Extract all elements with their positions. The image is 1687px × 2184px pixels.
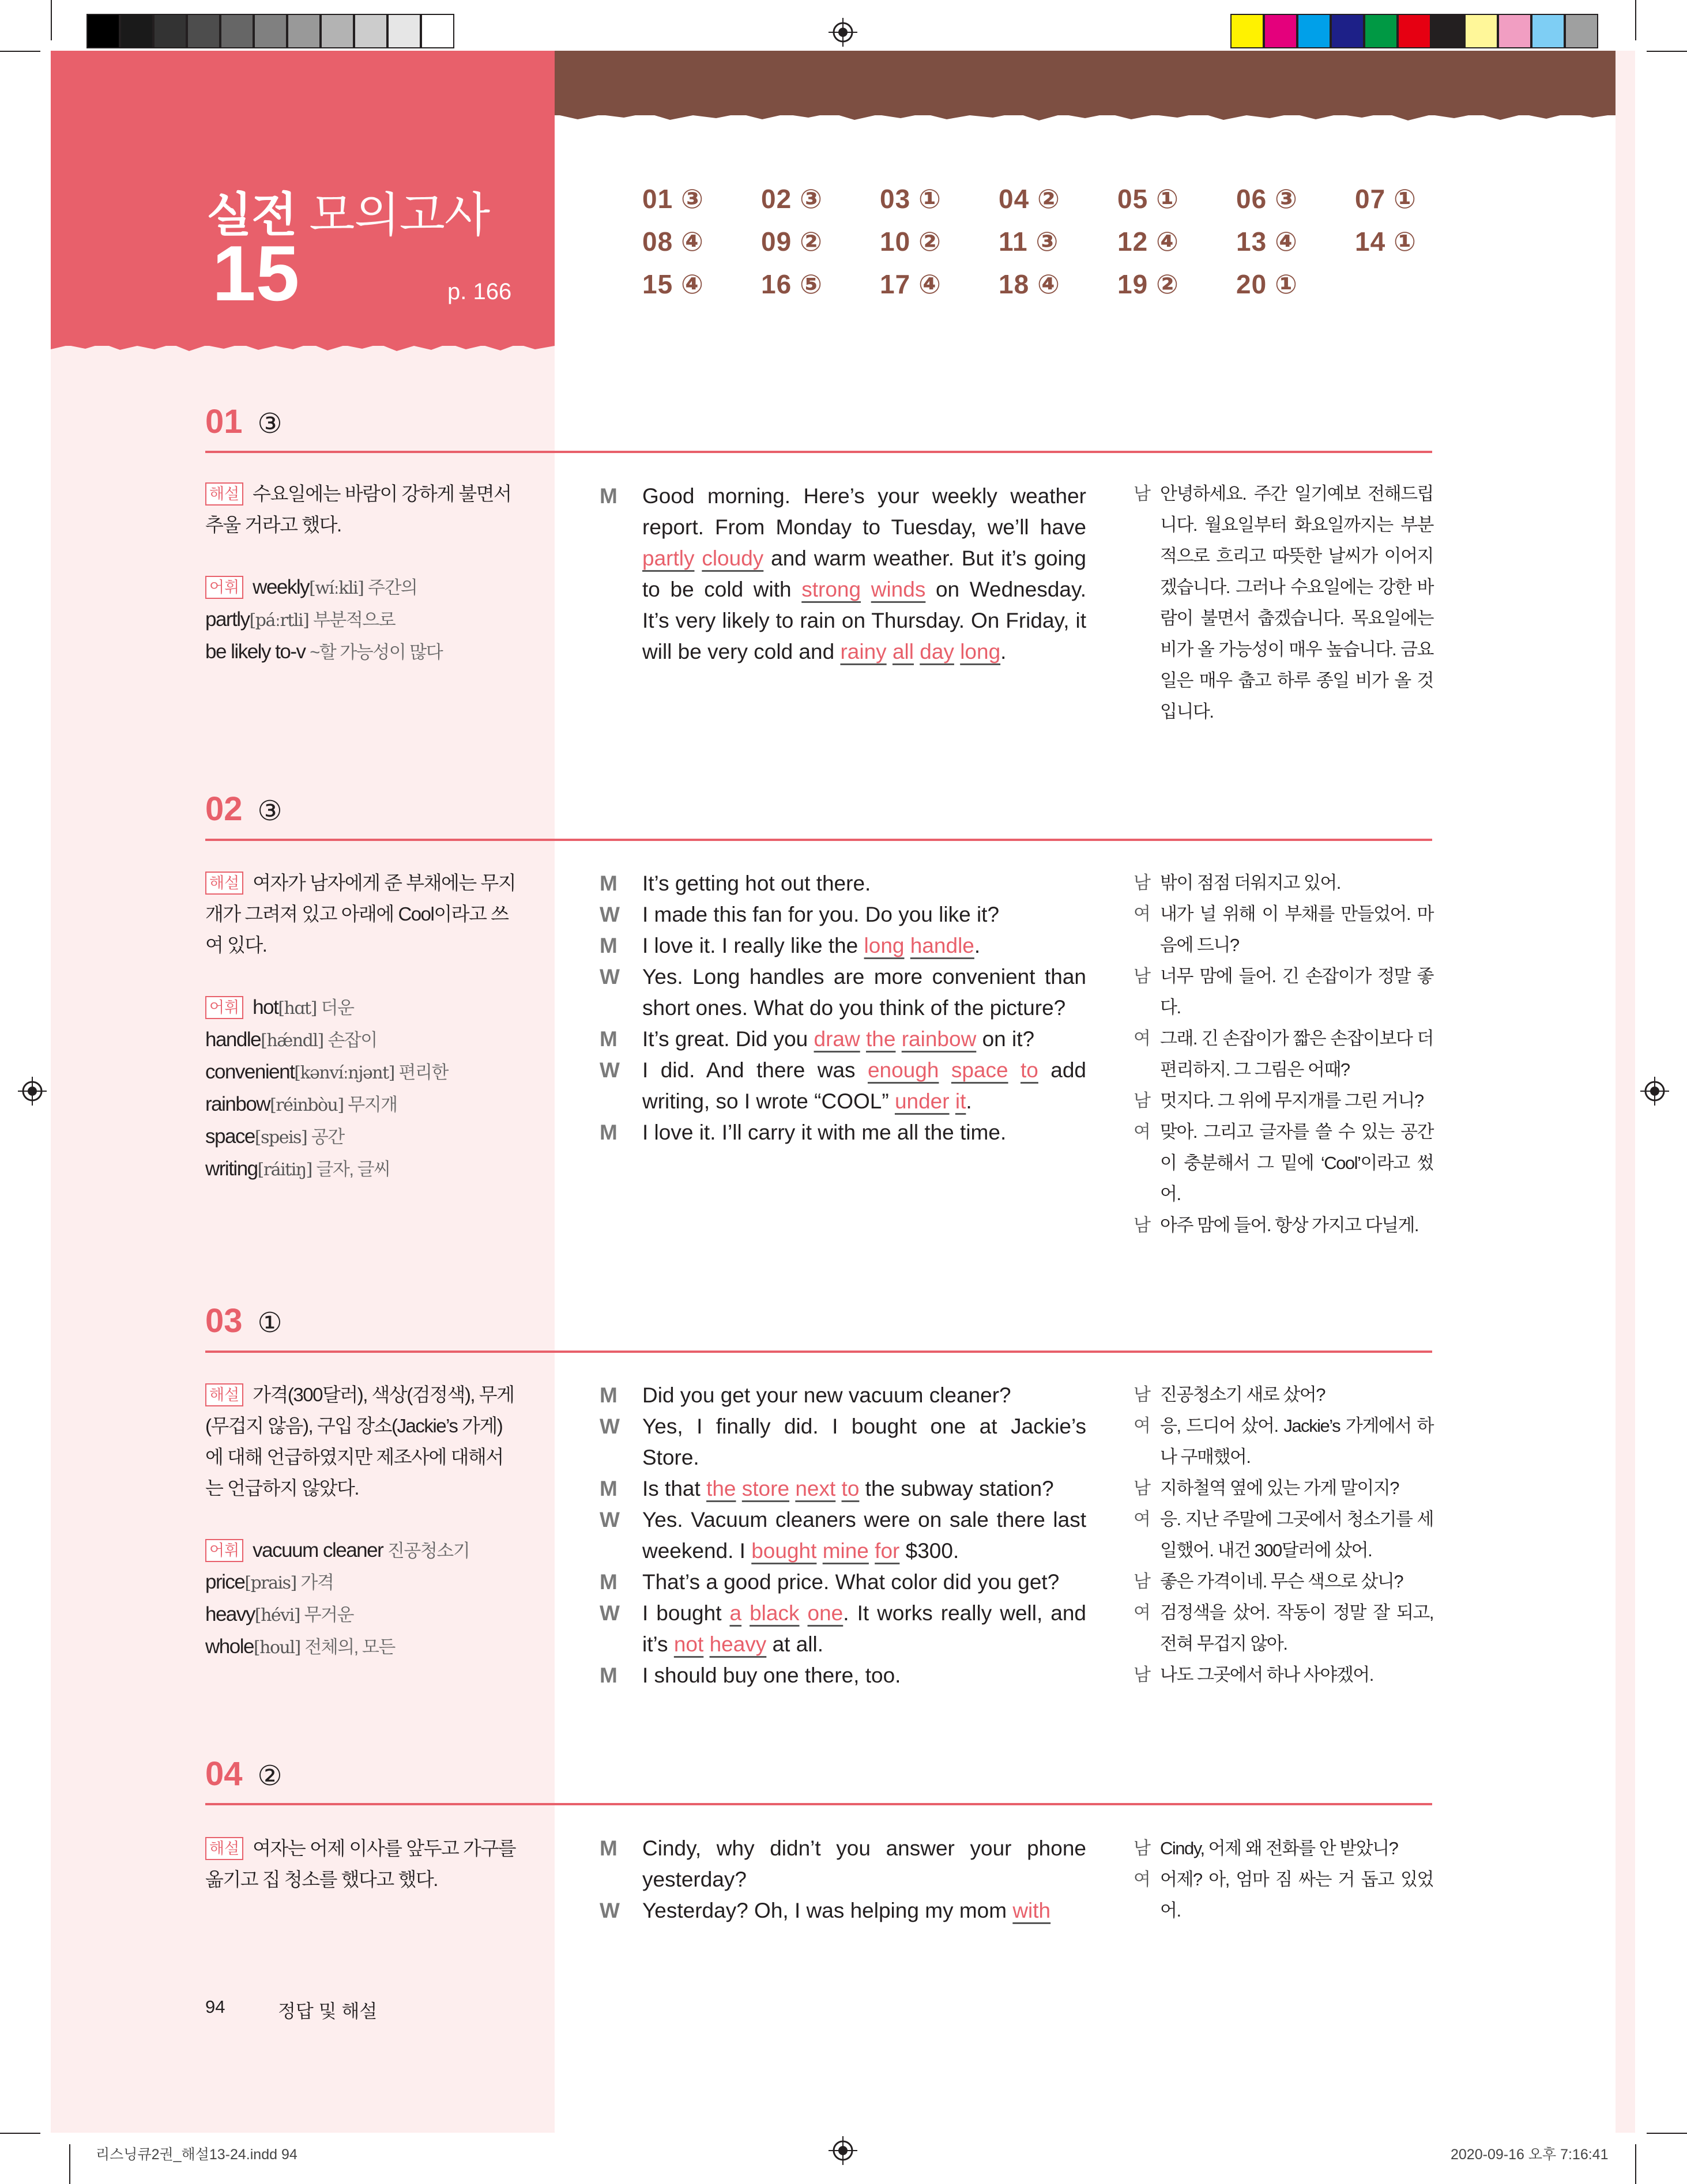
answer-item: 07 ① xyxy=(1355,184,1417,214)
answer-blank: all xyxy=(892,640,914,663)
translation-line: 남 멋지다. 그 위에 무지개를 그린 거니? xyxy=(1134,1091,1424,1111)
answer-blank: for xyxy=(875,1539,900,1563)
answer-item: 02 ③ xyxy=(761,184,823,214)
question-heading-01 xyxy=(205,402,283,441)
answer-blank: to xyxy=(841,1477,860,1500)
answer-item: 16 ⑤ xyxy=(761,269,823,299)
translation-line: 여 내가 널 위해 이 부채를 만들었어. 마음에 드니? xyxy=(1134,904,1433,955)
translation-line: 여 응, 드디어 샀어. Jackie’s 가게에서 하나 구매했어. xyxy=(1134,1416,1433,1467)
dialogue-korean xyxy=(1134,867,1433,1241)
vocab-item: 어휘 hot[hɑt] 더운 xyxy=(205,992,517,1024)
explanation-block xyxy=(205,1833,517,1895)
question-number: 04 xyxy=(205,1755,243,1793)
dialogue-line: W Yesterday? Oh, I was helping my mom with xyxy=(600,1899,1051,1922)
dialogue-line: M That’s a good price. What color did you get? xyxy=(600,1570,1060,1594)
dialogue-line: M It’s great. Did you draw the rainbow on it? xyxy=(600,1027,1035,1051)
answer-blank: the xyxy=(866,1027,896,1051)
translation-line: 남 안녕하세요. 주간 일기예보 전해드립니다. 월요일부터 화요일까지는 부분적으로 흐리고 따뜻한 날씨가 이어지겠습니다. 그러나 수요일에는 강한 바람이 불면서 춥겠습니다. 목요일에는 비가 올 가능성이 매우 높습니다. 금요일은 매우 춥고 하루 종일 비가 올 것입니다. xyxy=(1134,484,1433,722)
vocab-item: be likely to-v ~할 가능성이 많다 xyxy=(205,640,443,663)
explanation-block xyxy=(205,478,517,668)
print-file-info: 리스닝큐2권_해설13-24.indd 94 xyxy=(96,2147,298,2163)
crop-mark xyxy=(1635,2144,1636,2184)
title-light: 모의고사 xyxy=(309,189,490,242)
color-swatch xyxy=(1431,14,1464,48)
answer-mark: ① xyxy=(257,1308,283,1338)
section-divider xyxy=(205,451,1432,453)
translation-line: 여 응. 지난 주말에 그곳에서 청소기를 세일했어. 내건 300달러에 샀어. xyxy=(1134,1509,1433,1560)
answer-blank: to xyxy=(1021,1058,1038,1082)
color-swatch xyxy=(1297,14,1331,48)
page-number: 94 xyxy=(205,1997,225,2017)
crop-mark xyxy=(69,2144,70,2184)
answer-blank: long xyxy=(864,934,905,957)
answer-item: 04 ② xyxy=(999,184,1060,214)
answer-blank: one xyxy=(807,1601,843,1625)
dialogue-korean xyxy=(1134,1379,1433,1691)
dialogue-english xyxy=(600,481,1086,667)
answer-blank: cloudy xyxy=(702,546,764,570)
translation-line: 남 좋은 가격이네. 무슨 색으로 샀니? xyxy=(1134,1571,1403,1591)
answer-blank: under xyxy=(894,1089,950,1113)
answer-blank: enough xyxy=(867,1058,939,1082)
answer-blank: space xyxy=(951,1058,1008,1082)
gray-swatch xyxy=(421,14,454,48)
answer-blank: partly xyxy=(642,546,695,570)
vocab-item: whole[houl] 전체의, 모든 xyxy=(205,1635,395,1658)
answer-item: 03 ① xyxy=(880,184,942,214)
vocab-item: price[prais] 가격 xyxy=(205,1571,334,1593)
vocab-item: 어휘 weekly[wíːkli] 주간의 xyxy=(205,572,517,604)
answer-blank: a xyxy=(729,1601,742,1625)
explanation-tag: 해설 xyxy=(205,482,243,506)
answer-item: 01 ③ xyxy=(642,184,704,214)
answer-item: 08 ④ xyxy=(642,227,704,257)
answer-blank: day xyxy=(920,640,954,663)
dialogue-english xyxy=(600,868,1086,1148)
color-swatch xyxy=(1498,14,1531,48)
explanation-text: 해설 여자는 어제 이사를 앞두고 가구를 옮기고 집 청소를 했다고 했다. xyxy=(205,1838,516,1890)
color-swatch xyxy=(1230,14,1264,48)
dialogue-line: W Yes. Vacuum cleaners were on sale there last weekend. I bought mine for $300. xyxy=(600,1508,1086,1563)
speaker-label: M xyxy=(600,484,617,508)
crop-mark xyxy=(1635,0,1636,40)
answer-item: 12 ④ xyxy=(1117,227,1179,257)
print-date-info: 2020-09-16 오후 7:16:41 xyxy=(1451,2147,1609,2163)
page-reference: p. 166 xyxy=(447,279,512,304)
explanation-text: 해설 수요일에는 바람이 강하게 불면서 추울 거라고 했다. xyxy=(205,483,511,535)
color-swatch xyxy=(1264,14,1297,48)
answer-blank: bought xyxy=(751,1539,817,1563)
answer-blank: next xyxy=(795,1477,836,1500)
answer-item: 06 ③ xyxy=(1236,184,1298,214)
answer-blank: it xyxy=(955,1089,966,1113)
registration-mark-icon xyxy=(18,1077,47,1106)
answer-item: 10 ② xyxy=(880,227,942,257)
color-swatch xyxy=(1565,14,1598,48)
question-number: 01 xyxy=(205,403,243,440)
gray-swatch xyxy=(86,14,120,48)
answer-item: 19 ② xyxy=(1117,269,1179,299)
gray-swatch xyxy=(321,14,354,48)
vocab-item: heavy[hévi] 무거운 xyxy=(205,1603,353,1625)
gray-swatch xyxy=(220,14,254,48)
crop-mark xyxy=(1647,51,1687,52)
answer-blank: rainy xyxy=(840,640,887,663)
dialogue-line: M I love it. I’ll carry it with me all the time. xyxy=(600,1121,1007,1144)
dialogue-line: W I bought a black one. It works really well, and it’s not heavy at all. xyxy=(600,1601,1087,1656)
color-swatch xyxy=(1531,14,1565,48)
answer-item: 17 ④ xyxy=(880,269,942,299)
question-heading-02 xyxy=(205,790,283,828)
answer-blank: the xyxy=(706,1477,736,1500)
answer-item: 14 ① xyxy=(1355,227,1417,257)
color-swatch xyxy=(1464,14,1498,48)
vocab-item: writing[ráitiŋ] 글자, 글씨 xyxy=(205,1157,390,1180)
section-divider xyxy=(205,1351,1432,1353)
top-brown-band xyxy=(555,51,1616,115)
vocab-tag: 어휘 xyxy=(205,996,243,1019)
test-number: 15 xyxy=(212,229,300,317)
dialogue-line: W I made this fan for you. Do you like it? xyxy=(600,903,1000,926)
question-number: 02 xyxy=(205,790,243,828)
explanation-tag: 해설 xyxy=(205,1837,243,1860)
gray-swatch xyxy=(387,14,421,48)
footer-label: 정답 및 해설 xyxy=(278,2001,378,2021)
gray-swatch xyxy=(187,14,220,48)
answer-blank: strong xyxy=(801,578,861,601)
answer-blank: handle xyxy=(910,934,974,957)
translation-line: 남 나도 그곳에서 하나 사야겠어. xyxy=(1134,1665,1373,1685)
dialogue-line: M Did you get your new vacuum cleaner? xyxy=(600,1383,1011,1407)
question-heading-03 xyxy=(205,1302,283,1340)
answer-blank: winds xyxy=(871,578,926,601)
color-swatch xyxy=(1398,14,1431,48)
gray-swatch xyxy=(354,14,387,48)
answer-blank: store xyxy=(741,1477,790,1500)
crop-mark xyxy=(1647,2133,1687,2134)
dialogue-line: M I love it. I really like the long handle. xyxy=(600,934,981,957)
answer-mark: ② xyxy=(257,1761,283,1791)
dialogue-line: M It’s getting hot out there. xyxy=(600,872,871,895)
title-bold: 실전 xyxy=(206,189,297,242)
registration-mark-icon xyxy=(829,18,857,47)
color-swatch xyxy=(1331,14,1364,48)
translation-line: 여 검정색을 샀어. 작동이 정말 잘 되고, 전혀 무겁지 않아. xyxy=(1134,1602,1433,1654)
vocab-item: space[speis] 공간 xyxy=(205,1125,344,1148)
dialogue-line: W Yes. Long handles are more convenient than short ones. What do you think of the picture? xyxy=(600,965,1086,1020)
explanation-tag: 해설 xyxy=(205,1383,243,1406)
translation-line: 남 밖이 점점 더워지고 있어. xyxy=(1134,873,1340,893)
translation-line: 남 아주 맘에 들어. 항상 가지고 다닐게. xyxy=(1134,1215,1419,1235)
vocab-item: partly[páːrtli] 부분적으로 xyxy=(205,608,396,631)
answer-item: 20 ① xyxy=(1236,269,1298,299)
answer-item: 11 ③ xyxy=(999,227,1059,257)
vocab-tag: 어휘 xyxy=(205,1539,243,1562)
vocab-item: convenient[kənvíːnjənt] 편리한 xyxy=(205,1061,448,1083)
section-divider xyxy=(205,839,1432,841)
explanation-text: 해설 여자가 남자에게 준 부채에는 무지개가 그려져 있고 아래에 Cool이라고 쓰여 있다. xyxy=(205,872,516,956)
dialogue-english xyxy=(600,1833,1086,1926)
answer-item: 09 ② xyxy=(761,227,823,257)
answer-mark: ③ xyxy=(257,409,283,439)
translation-line: 여 어제? 아, 엄마 짐 싸는 거 돕고 있었어. xyxy=(1134,1869,1433,1921)
answer-mark: ③ xyxy=(257,796,283,827)
vocab-item: 어휘 vacuum cleaner 진공청소기 xyxy=(205,1535,517,1567)
answer-blank: mine xyxy=(822,1539,869,1563)
dialogue-line: W Yes, I finally did. I bought one at Jackie’s Store. xyxy=(600,1414,1086,1469)
answer-item: 13 ④ xyxy=(1236,227,1298,257)
translation-line: 남 너무 맘에 들어. 긴 손잡이가 정말 좋다. xyxy=(1134,966,1433,1017)
answer-blank: heavy xyxy=(709,1632,767,1656)
answer-blank: long xyxy=(960,640,1001,663)
section-divider xyxy=(205,1803,1432,1805)
vocab-item: handle[hǽndl] 손잡이 xyxy=(205,1028,377,1051)
translation-line: 여 그래. 긴 손잡이가 짧은 손잡이보다 더 편리하지. 그 그림은 어때? xyxy=(1134,1028,1433,1080)
answer-blank: black xyxy=(750,1601,800,1625)
answer-blank: not xyxy=(673,1632,704,1656)
answer-blank: rainbow xyxy=(901,1027,977,1051)
gray-swatch xyxy=(254,14,287,48)
crop-mark xyxy=(0,51,40,52)
question-heading-04 xyxy=(205,1755,283,1793)
explanation-tag: 해설 xyxy=(205,872,243,895)
dialogue-line: W I did. And there was enough space to add writing, so I wrote “COOL” under it. xyxy=(600,1058,1087,1113)
rough-edge xyxy=(555,108,1616,123)
translation-line: 남 Cindy, 어제 왜 전화를 안 받았니? xyxy=(1134,1838,1398,1858)
gray-swatch xyxy=(287,14,321,48)
translation-line: 남 진공청소기 새로 샀어? xyxy=(1134,1385,1325,1405)
registration-mark-icon xyxy=(1640,1077,1669,1106)
dialogue-line: M Good morning. Here’s your weekly weather report. From Monday to Tuesday, we’ll have partly cloudy and warm weather. But it’s going to be cold with strong winds on Wednesday. It’s very likely to rain on Thursday. On Friday, it will be very cold and rainy all day long. xyxy=(600,481,1086,667)
explanation-text: 해설 가격(300달러), 색상(검정색), 무게(무겁지 않음), 구입 장소(Jackie’s 가게)에 대해 언급하였지만 제조사에 대해서는 언급하지 않았다. xyxy=(205,1384,514,1499)
dialogue-line: M Cindy, why didn’t you answer your phone yesterday? xyxy=(600,1836,1086,1891)
registration-mark-icon xyxy=(829,2136,857,2165)
translation-line: 여 맞아. 그리고 글자를 쓸 수 있는 공간이 충분해서 그 밑에 ‘Cool’이라고 썼어. xyxy=(1134,1122,1433,1204)
rough-edge xyxy=(51,339,555,354)
dialogue-english xyxy=(600,1380,1086,1691)
dialogue-korean xyxy=(1134,1833,1433,1926)
translation-line: 남 지하철역 옆에 있는 가게 말이지? xyxy=(1134,1478,1399,1498)
dialogue-korean xyxy=(1134,478,1433,727)
crop-mark xyxy=(51,0,52,40)
answer-blank: draw xyxy=(814,1027,860,1051)
vocab-tag: 어휘 xyxy=(205,576,243,599)
explanation-block xyxy=(205,867,517,1186)
gray-swatch xyxy=(153,14,187,48)
gray-swatch xyxy=(120,14,153,48)
dialogue-line: M I should buy one there, too. xyxy=(600,1664,901,1687)
right-edge-strip xyxy=(1616,51,1635,2133)
question-number: 03 xyxy=(205,1302,243,1340)
explanation-block xyxy=(205,1379,517,1664)
crop-mark xyxy=(0,2133,40,2134)
answer-item: 15 ④ xyxy=(642,269,704,299)
color-swatch xyxy=(1364,14,1398,48)
vocab-item: rainbow[réinbòu] 무지개 xyxy=(205,1093,397,1115)
dialogue-line: M Is that the store next to the subway station? xyxy=(600,1477,1054,1500)
answer-blank: with xyxy=(1012,1899,1051,1922)
answer-item: 05 ① xyxy=(1117,184,1179,214)
answer-item: 18 ④ xyxy=(999,269,1060,299)
